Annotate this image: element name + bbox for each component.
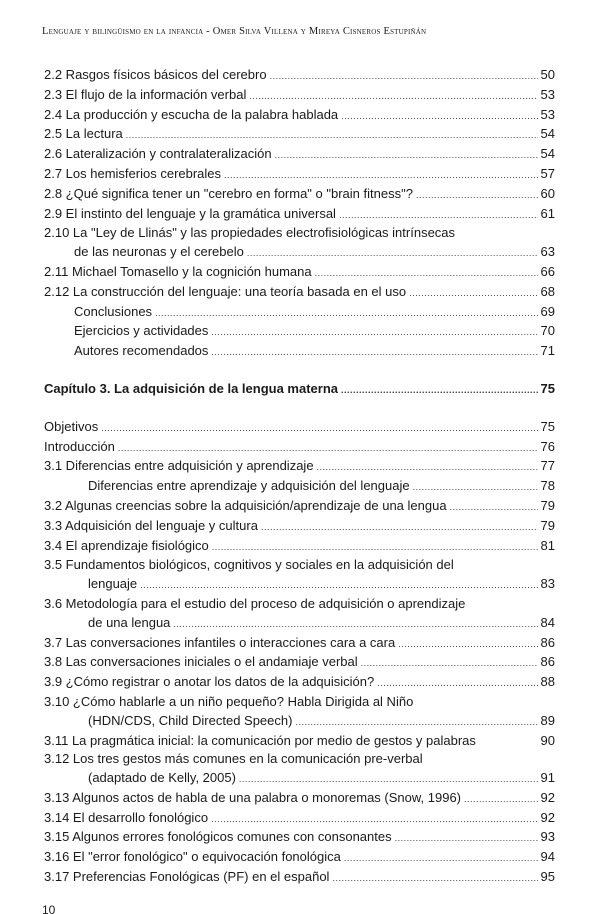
toc-page-number: 70	[540, 323, 555, 339]
dot-leader	[270, 67, 538, 86]
toc-entry	[44, 653, 555, 673]
running-header: Lenguaje y bilingüismo en la infancia - Omer Silva Villena y Mireya Cisneros Estupiñán	[42, 26, 427, 37]
toc-page-number: 93	[540, 829, 555, 845]
toc-entry	[44, 303, 555, 323]
toc-entry-label: 2.8 ¿Qué significa tener un "cerebro en forma" o "brain fitness"?	[44, 185, 413, 201]
dot-leader	[398, 635, 537, 654]
toc-entry	[44, 828, 555, 848]
toc-page-number: 53	[540, 86, 555, 102]
toc-page-number: 91	[540, 770, 555, 786]
toc-entry-label: Introducción	[44, 438, 115, 454]
toc-entry-label: Diferencias entre aprendizaje y adquisición del lenguaje	[88, 478, 410, 494]
toc-entry-label: 3.15 Algunos errores fonológicos comunes con consonantes	[44, 829, 392, 845]
toc-entry-label: 3.9 ¿Cómo registrar o anotar los datos de la adquisición?	[44, 674, 375, 690]
toc-entry-label: 2.2 Rasgos físicos básicos del cerebro	[44, 67, 267, 82]
toc-entry	[44, 224, 555, 263]
toc-entry	[44, 86, 555, 106]
toc-page-number: 79	[540, 517, 555, 533]
toc-entry-label: 3.6 Metodología para el estudio del proceso de adquisición o aprendizaje	[44, 595, 466, 611]
toc-page-number: 68	[540, 283, 555, 299]
toc-entry	[44, 517, 555, 537]
toc-page-number: 77	[540, 458, 555, 474]
toc-page-number: 53	[540, 106, 555, 122]
toc-entry	[44, 125, 555, 145]
dot-leader	[239, 770, 538, 789]
toc-entry	[44, 322, 555, 342]
toc-entry-label: 2.9 El instinto del lenguaje y la gramática universal	[44, 205, 336, 221]
toc-entry-label: 2.11 Michael Tomasello y la cognición humana	[44, 263, 312, 279]
toc-page-number: 75	[540, 380, 555, 396]
dot-leader	[249, 87, 537, 106]
dot-leader	[275, 146, 538, 165]
toc-entry-label: 3.13 Algunos actos de habla de una palabra o monoremas (Snow, 1996)	[44, 789, 462, 805]
dot-leader	[211, 323, 537, 342]
toc-entry-label: 2.6 Lateralización y contralateralización	[44, 146, 272, 162]
toc-entry-label: 3.5 Fundamentos biológicos, cognitivos y sociales en la adquisición del	[44, 557, 454, 573]
toc-page-number: 88	[540, 674, 555, 690]
toc-entry-label: 2.12 La construcción del lenguaje: una teoría basada en el uso	[44, 283, 407, 299]
toc-entry-label: 3.16 El "error fonológico" o equivocación fonológica	[44, 849, 341, 865]
toc-entry-label: de las neuronas y el cerebelo	[74, 244, 244, 260]
toc-page-number: 86	[540, 654, 555, 670]
toc-entry	[44, 789, 555, 809]
toc-entry	[44, 634, 555, 654]
dot-leader	[295, 713, 537, 732]
toc-page-number: 61	[540, 205, 555, 221]
toc-page-number: 57	[540, 165, 555, 181]
dot-leader	[450, 498, 538, 517]
toc-entry	[44, 165, 555, 185]
toc-entry-label: lenguaje	[88, 576, 138, 592]
toc-entry	[44, 342, 555, 362]
toc-page-number: 86	[540, 634, 555, 650]
toc-entry-label: 2.10 La "Ley de Llinás" y las propiedades electrofisiológicas intrínsecas	[44, 225, 456, 241]
toc-entry-label: (HDN/CDS, Child Directed Speech)	[88, 712, 293, 728]
toc-page-number: 75	[540, 418, 555, 434]
toc-entry-label: 3.12 Los tres gestos más comunes en la comunicación pre-verbal	[44, 751, 423, 767]
toc-entry-label: Objetivos	[44, 418, 99, 434]
dot-leader	[211, 343, 537, 362]
toc-entry-label: 3.2 Algunas creencias sobre la adquisición/aprendizaje de una lengua	[44, 497, 447, 513]
dot-leader	[416, 186, 538, 205]
toc-page-number: 50	[540, 67, 555, 82]
toc-page-number: 54	[540, 146, 555, 162]
toc-page-number: 89	[540, 712, 555, 728]
toc-page-number: 81	[540, 537, 555, 553]
dot-leader	[101, 419, 537, 438]
toc-page-number: 76	[540, 438, 555, 454]
toc-entry	[44, 106, 555, 126]
dot-leader	[173, 615, 537, 634]
chapter-title: Capítulo 3. La adquisición de la lengua materna	[44, 380, 339, 396]
toc-entry	[44, 868, 555, 888]
dot-leader	[377, 674, 537, 693]
toc-chapter-heading	[44, 380, 555, 400]
page-number: 10	[42, 903, 56, 914]
toc-entry-label: 2.3 El flujo de la información verbal	[44, 86, 247, 102]
toc-entry	[44, 418, 555, 438]
toc-page-number: 60	[540, 185, 555, 201]
toc-page-number: 95	[540, 869, 555, 885]
dot-leader	[126, 126, 538, 145]
toc-entry	[44, 732, 555, 751]
dot-leader	[409, 284, 537, 303]
dot-leader	[317, 458, 538, 477]
toc-entry-label: de una lengua	[88, 614, 171, 630]
toc-page-number: 94	[540, 849, 555, 865]
dot-leader	[395, 829, 538, 848]
toc-page-number: 54	[540, 126, 555, 142]
toc-entry	[44, 477, 555, 497]
toc-entry-label: Ejercicios y actividades	[74, 323, 209, 339]
toc-entry	[44, 848, 555, 868]
toc-entry-label: 3.1 Diferencias entre adquisición y aprendizaje	[44, 458, 314, 474]
toc-page-number: 78	[540, 478, 555, 494]
toc-page-number: 84	[540, 614, 555, 630]
dot-leader	[341, 381, 538, 400]
toc-page-number: 71	[540, 343, 555, 359]
dot-leader	[211, 810, 537, 829]
toc-page-number: 90	[540, 732, 555, 748]
toc-entry-label: 3.14 El desarrollo fonológico	[44, 809, 209, 825]
toc-entry	[44, 205, 555, 225]
dot-leader	[247, 244, 538, 263]
toc-page-number: 92	[540, 809, 555, 825]
dot-leader	[341, 107, 537, 126]
toc-entry-label: 2.4 La producción y escucha de la palabra hablada	[44, 106, 339, 122]
toc-entry-label: Autores recomendados	[74, 343, 209, 359]
toc-entry-label: 3.17 Preferencias Fonológicas (PF) en el español	[44, 869, 330, 885]
dot-leader	[344, 849, 538, 868]
toc-entry-label: 3.8 Las conversaciones iniciales o el andamiaje verbal	[44, 654, 358, 670]
toc-entry-label: 3.4 El aprendizaje fisiológico	[44, 537, 209, 553]
toc-entry	[44, 556, 555, 595]
toc-page-number: 66	[540, 263, 555, 279]
toc-page-number: 92	[540, 789, 555, 805]
toc-entry	[44, 185, 555, 205]
dot-leader	[155, 304, 537, 323]
dot-leader	[332, 869, 537, 888]
dot-leader	[261, 518, 538, 537]
toc-entry	[44, 693, 555, 732]
toc-entry	[44, 497, 555, 517]
toc-entry	[44, 66, 555, 86]
toc-entry	[44, 145, 555, 165]
toc-entry-label: Conclusiones	[74, 303, 153, 319]
toc-entry	[44, 457, 555, 477]
dot-leader	[464, 790, 538, 809]
toc-entry	[44, 438, 555, 458]
toc-entry-label: 3.3 Adquisición del lenguaje y cultura	[44, 517, 258, 533]
toc-entry-label: 3.7 Las conversaciones infantiles o interacciones cara a cara	[44, 634, 396, 650]
toc-page-number: 83	[540, 576, 555, 592]
toc-entry-label: 2.5 La lectura	[44, 126, 123, 142]
toc-entry	[44, 263, 555, 283]
toc-entry	[44, 809, 555, 829]
dot-leader	[339, 206, 538, 225]
dot-leader	[118, 439, 538, 458]
toc-entry	[44, 595, 555, 634]
dot-leader	[315, 264, 538, 283]
toc-entry-label: (adaptado de Kelly, 2005)	[88, 770, 236, 786]
toc-page-number: 63	[540, 244, 555, 260]
dot-leader	[413, 478, 538, 497]
table-of-contents	[44, 66, 555, 888]
dot-leader	[212, 538, 538, 557]
toc-entry	[44, 283, 555, 303]
dot-leader	[361, 654, 538, 673]
toc-page-number: 69	[540, 303, 555, 319]
toc-entry-label: 2.7 Los hemisferios cerebrales	[44, 165, 222, 181]
toc-entry-label: 3.11 La pragmática inicial: la comunicación por medio de gestos y palabras	[44, 732, 476, 748]
toc-page-number: 79	[540, 497, 555, 513]
toc-entry	[44, 537, 555, 557]
toc-entry-label: 3.10 ¿Cómo hablarle a un niño pequeño? Habla Dirigida al Niño	[44, 693, 414, 709]
dot-leader	[224, 166, 538, 185]
toc-entry	[44, 750, 555, 789]
dot-leader	[140, 576, 537, 595]
toc-entry	[44, 673, 555, 693]
